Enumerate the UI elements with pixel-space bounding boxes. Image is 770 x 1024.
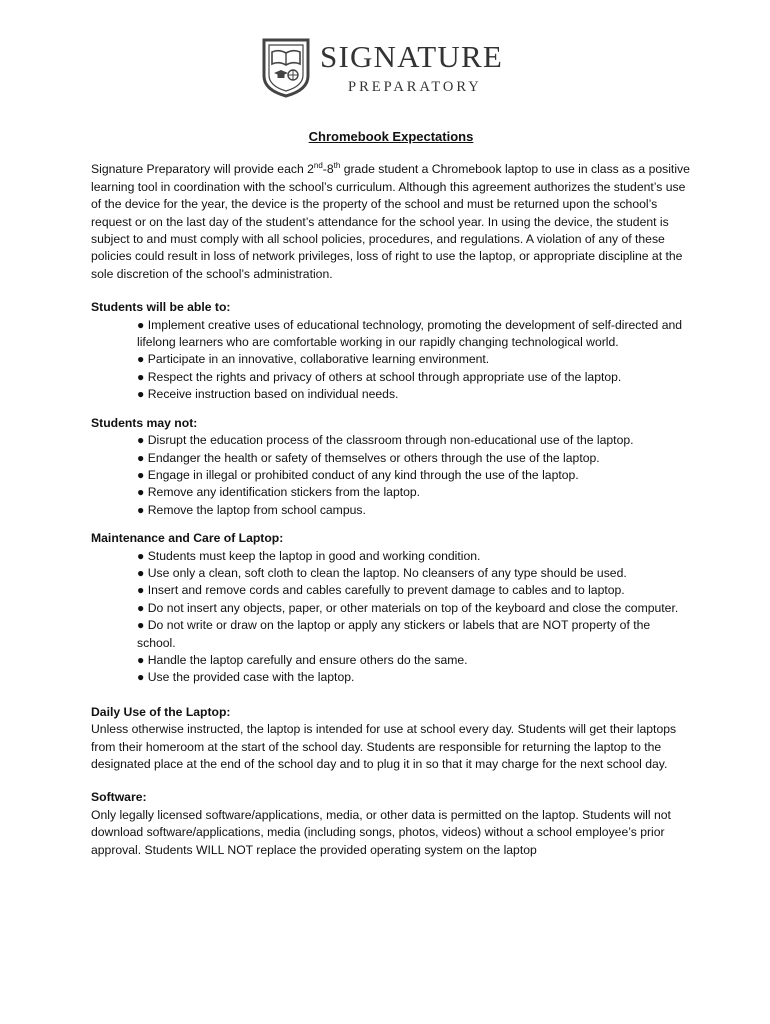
list-item: ● Use the provided case with the laptop. xyxy=(137,670,355,685)
list-item: ● Implement creative uses of educational technology, promoting the development of self-directed and lifelong learners who are comfortable working in our rapidly changing technological world. xyxy=(137,317,683,350)
daily-use-heading: Daily Use of the Laptop: xyxy=(91,704,231,719)
able-heading: Students will be able to: xyxy=(91,300,231,315)
may-not-heading: Students may not: xyxy=(91,415,198,430)
daily-use-paragraph: Unless otherwise instructed, the laptop is intended for use at school every day. Students will get their laptops from their homeroom at the start of the school day. Students are responsible for returning the laptop to the designated place at the end of the school day and to plug it in so that it may charge for the next school day. xyxy=(91,722,677,771)
list-item: ● Participate in an innovative, collaborative learning environment. xyxy=(137,352,490,367)
may-not-list xyxy=(91,432,691,519)
list-item: ● Disrupt the education process of the classroom through non-educational use of the laptop. xyxy=(137,433,634,448)
list-item: ● Do not insert any objects, paper, or other materials on top of the keyboard and close the computer. xyxy=(137,600,679,615)
logo-subtitle: PREPARATORY xyxy=(348,79,482,95)
software-heading: Software: xyxy=(91,790,147,805)
document-title: Chromebook Expectations xyxy=(308,129,474,144)
intro-paragraph: Signature Preparatory will provide each 2nd-8th grade student a Chromebook laptop to use in class as a positive learning tool in coordination with the school’s curriculum. Although this agreement authorizes the student’s use of the device for the year, the device is the property of the school and must be returned upon the school’s request or on the last day of the student’s attendance for the school year. In using the device, the student is subject to and must comply with all school policies, procedures, and regulations. A violation of any of these policies could result in loss of network privileges, loss of right to use the laptop, or appropriate discipline at the sole discretion of the school’s administration. xyxy=(91,161,690,281)
list-item: ● Receive instruction based on individual needs. xyxy=(137,387,399,402)
list-item: ● Insert and remove cords and cables carefully to prevent damage to cables and to laptop. xyxy=(137,583,625,598)
software-paragraph: Only legally licensed software/applications, media, or other data is permitted on the laptop. Students will not download software/applications, media (including songs, photos, videos) without a school employee’s prior approval. Students WILL NOT replace the provided operating system on the laptop xyxy=(91,807,671,857)
list-item: ● Do not write or draw on the laptop or apply any stickers or labels that are NOT property of the school. xyxy=(137,618,651,650)
list-item: ● Respect the rights and privacy of others at school through appropriate use of the laptop. xyxy=(137,369,622,384)
school-logo xyxy=(262,38,512,100)
list-item: ● Endanger the health or safety of themselves or others through the use of the laptop. xyxy=(137,450,600,465)
maintenance-list xyxy=(91,548,691,687)
list-item: ● Engage in illegal or prohibited conduct of any kind through the use of the laptop. xyxy=(137,467,579,482)
list-item: ● Remove any identification stickers from the laptop. xyxy=(137,485,421,500)
shield-book-icon xyxy=(262,38,310,98)
able-list xyxy=(91,317,691,404)
list-item: ● Use only a clean, soft cloth to clean the laptop. No cleansers of any type should be used. xyxy=(137,565,627,580)
logo-name: SIGNATURE xyxy=(320,39,504,74)
list-item: ● Handle the laptop carefully and ensure others do the same. xyxy=(137,652,468,667)
document-body xyxy=(91,128,691,875)
maintenance-heading: Maintenance and Care of Laptop: xyxy=(91,531,284,546)
list-item: ● Remove the laptop from school campus. xyxy=(137,502,366,517)
list-item: ● Students must keep the laptop in good and working condition. xyxy=(137,548,481,563)
